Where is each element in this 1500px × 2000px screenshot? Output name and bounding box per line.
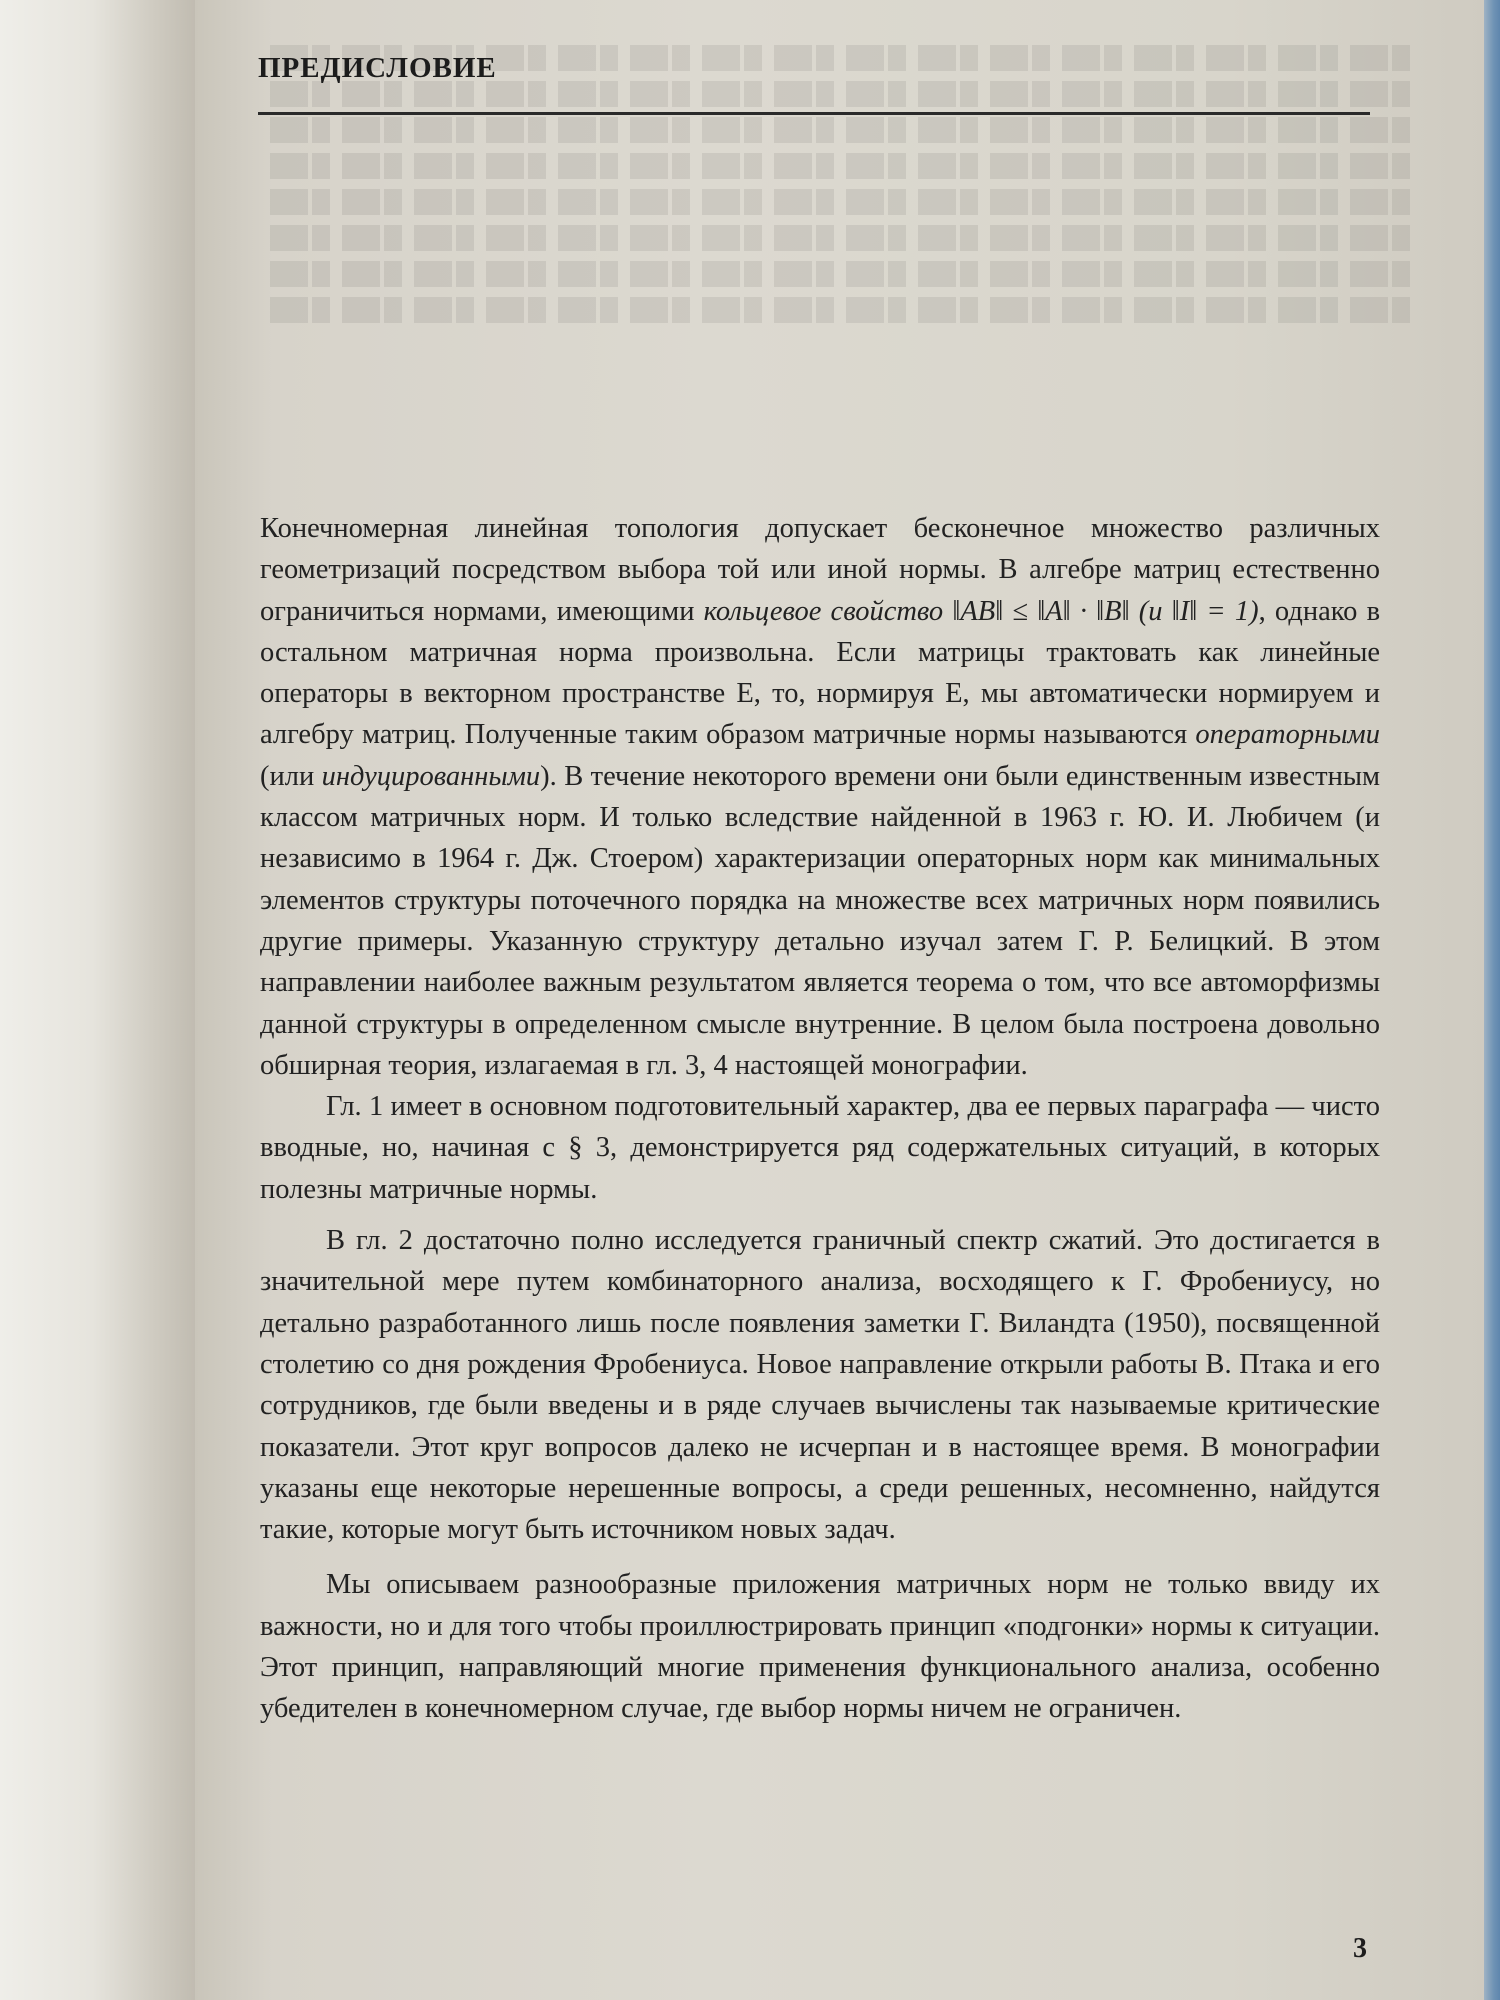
reverse-side-bleed-through [270,45,1410,465]
book-gutter [0,0,205,2000]
paragraph-1-text-b: , однако в остальном матричная норма произвольна. Если матрицы трактовать как линейные операторы в векторном пространстве E, то, нормируя E, мы автоматически нормируем и алгебру матриц. Полученные таким образом матричные нормы называются [260,595,1381,751]
paragraph-2: Гл. 1 имеет в основном подготовительный характер, два ее первых параграфа — чисто вводные, но, начиная с § 3, демонстрируется ряд содержательных ситуаций, в которых полезны матричные нормы. [260,1091,1380,1205]
paragraph-1-text-a: Конечномерная линейная топология допускает бесконечное множество различных геометризаций посредством выбора той или иной нормы. В алгебре матриц естественно ограничиться нормами, имеющими [260,513,1380,627]
paragraph-1-text-d: ). В течение некоторого времени они были единственным известным классом матричных норм. И только вследствие найденной в 1963 г. Ю. И. Любичем (и независимо в 1964 г. Дж. Стоером) характеризации операторных норм как минимальных элементов структуры поточечного порядка на множестве всех матричных норм появились другие примеры. Указанную структуру детально изучал затем Г. Р. Белицкий. В этом направлении наиболее важным результатом является теорема о том, что все автоморфизмы данной структуры в определенном смысле внутренние. В целом была построена довольно обширная теория, излагаемая в гл. 3, 4 настоящей монографии. [260,760,1380,1081]
preface-body [260,508,1380,1730]
paragraph-4: Мы описываем разнообразные приложения матричных норм не только ввиду их важности, но и для того чтобы проиллюстрировать принцип «подгонки» нормы к ситуации. Этот принцип, направляющий многие применения функционального анализа, особенно убедителен в конечномерном случае, где выбор нормы ничем не ограничен. [260,1569,1380,1725]
paragraph-1-text-c: (или [260,760,322,792]
paragraph-1-term-ring-property: кольцевое свойство [703,595,944,627]
page-edge-background [1484,0,1500,2000]
page-number: 3 [1353,1933,1367,1964]
norm-inequality-formula: ‖AB‖ ≤ ‖A‖ · ‖B‖ (и ‖I‖ = 1) [952,595,1259,627]
section-heading: ПРЕДИСЛОВИЕ [258,52,497,84]
paragraph-1-term-induced: индуцированными [321,760,541,792]
paragraph-1 [260,508,1380,1086]
paragraph-3: В гл. 2 достаточно полно исследуется граничный спектр сжатий. Это достигается в значительной мере путем комбинаторного анализа, восходящего к Г. Фробениусу, но детально разработанного лишь после появления заметки Г. Виландта (1950), посвященной столетию со дня рождения Фробениуса. Новое направление открыли работы В. Птака и его сотрудников, где были введены и в ряде случаев вычислены так называемые критические показатели. Этот круг вопросов далеко не исчерпан и в настоящее время. В монографии указаны еще некоторые нерешенные вопросы, а среди решенных, несомненно, найдутся такие, которые могут быть источником новых задач. [260,1225,1380,1546]
paragraph-1-term-operator: операторными [1195,719,1380,751]
heading-rule [258,112,1370,115]
